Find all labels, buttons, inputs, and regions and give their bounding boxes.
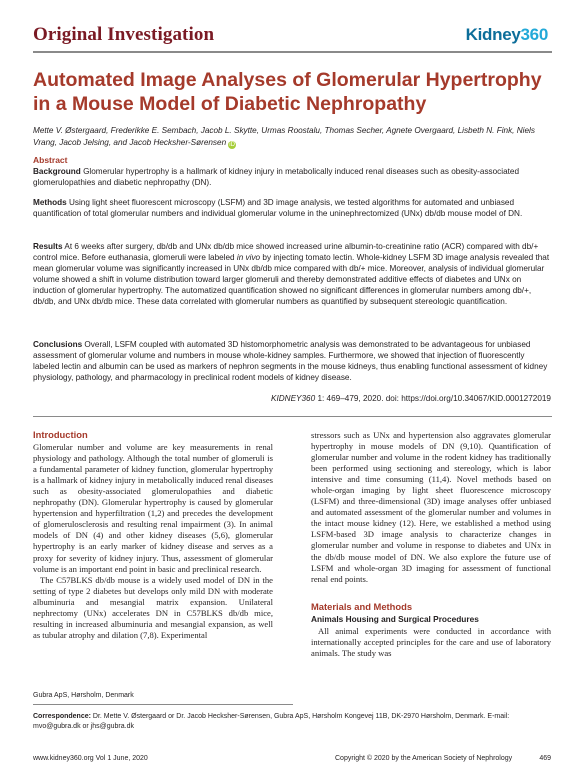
brand-name: Kidney <box>465 25 521 44</box>
citation-details[interactable]: 1: 469–479, 2020. doi: https://doi.org/10.34067/KID.0001272019 <box>317 394 551 403</box>
section-label: Original Investigation <box>33 24 215 45</box>
correspondence-label: Correspondence: <box>33 713 91 720</box>
footer-copyright: Copyright © 2020 by the American Society of Nephrology <box>335 755 513 762</box>
affiliation-divider <box>33 704 293 705</box>
abstract-heading: Abstract <box>33 155 68 165</box>
header-divider <box>33 51 552 53</box>
methods-text: Using light sheet fluorescent microscopy (LSFM) and 3D image analysis, we tested algorithms for automated and unbiased quantification of total glomerular numbers and individual glomerular volume in the uninephrectomized (UNx) db/db mouse model of DN. <box>33 198 523 218</box>
introduction-heading: Introduction <box>33 429 88 440</box>
intro-paragraph-1: Glomerular number and volume are key measurements in renal physiology and pathology. Although the total number of glomeruli is a fundamental parameter of kidney function, glomerular hypertrophy is a hallmark of kidney injury in metabolically induced renal diseases such as obesity-associated glomerulopathies and diabetic nephropathy (DN). Glomerular hypertrophy is caused by glomerular hypertension and hyperfiltration (1,2) and precedes the development of glomerulosclerosis and resulting renal impairment (3). In animal models of DN (4) and other kidney diseases (5,6), glomerular hypertrophy is an early marker of kidney disease and serves as a proxy for severity of kidney injury. Thus, assessment of glomerular volume is an important end point in basic and preclinical research. <box>33 442 273 574</box>
correspondence <box>33 712 553 731</box>
citation-journal: KIDNEY360 <box>271 394 316 403</box>
citation-line <box>271 394 551 403</box>
authors-text: Mette V. Østergaard, Frederikke E. Sembach, Jacob L. Skytte, Urmas Roostalu, Thomas Secher, Agnete Overgaard, Lisbeth N. Fink, Niels Vrang, Jacob Jelsing, and Jacob Hecksher-Sørensen <box>33 126 535 147</box>
page-number: 469 <box>539 755 551 762</box>
abstract-background <box>33 155 552 188</box>
methods-paragraph-1: All animal experiments were conducted in accordance with internationally accepted principles for the care and use of laboratory animals. The study was <box>311 626 551 659</box>
methods-column <box>311 601 551 659</box>
intro-paragraph-3: stressors such as UNx and hypertension also aggravates glomerular hypertrophy in mouse models of DN (9,10). Quantification of glomerular number and volume in the rodent kidney has traditionally been performed using sectioning and stereology, which is labor intensive and time consuming (11,4). Novel methods based on whole-organ imaging by light sheet fluorescence microscopy (LSFM) and three-dimensional (3D) image analyses offer unbiased and automated assessment of the glomerular number and volumes in the intact mouse kidney (12). Here, we established a method using LSFM-based 3D image analysis to characterize changes in glomerular number and volume in response to diabetes and UNx in the db/db mouse model of DN. We also explore the future use of LSFM and whole-organ 3D imaging for assessment of functional renal end points. <box>311 430 551 584</box>
background-text: Glomerular hypertrophy is a hallmark of kidney injury in metabolically induced renal diseases such as obesity-associated glomerulopathies and diabetic nephropathy (DN). <box>33 167 520 187</box>
brand-number: 360 <box>520 25 548 44</box>
orcid-icon[interactable]: iD <box>229 141 235 148</box>
intro-paragraph-2: The C57BLKS db/db mouse is a widely used model of DN in the setting of type 2 diabetes but develops only mild DN with moderate albuminuria and mesangial matrix expansion. Unilateral nephrectomy (UNx) accelerates DN in C57BLKS db/db mice, resulting in increased albuminuria and mesangial expansion, as well as tubular atrophy and dilation (7,8). Experimental <box>33 574 273 640</box>
background-label: Background <box>33 167 81 176</box>
results-italic: in vivo <box>236 253 261 262</box>
right-column <box>311 430 551 585</box>
methods-subheading: Animals Housing and Surgical Procedures <box>311 614 479 625</box>
abstract-results <box>33 241 552 307</box>
left-column <box>33 429 273 641</box>
abstract-methods <box>33 197 552 219</box>
correspondence-text[interactable]: Dr. Mette V. Østergaard or Dr. Jacob Hecksher-Sørensen, Gubra ApS, Hørsholm Kongevej 11B, DK-2970 Hørsholm, Denmark. E-mail: mvo@gubra.dk or jhs@gubra.dk <box>33 713 510 730</box>
results-label: Results <box>33 242 63 251</box>
conclusions-text: Overall, LSFM coupled with automated 3D histomorphometric analysis was demonstrated to be advantageous for unbiased assessment of glomerular volume and numbers in mouse whole-kidney samples. Furthermore, we showed that injection of fluorescently labeled lectin and albumin can be used as markers of nephron segments in the mouse kidneys, thus enabling functional assessment of kidney physiology, pathology, and pharmacology in preclinical rodent models of kidney disease. <box>33 340 548 382</box>
results-text-2: by injecting tomato lectin. Whole-kidney LSFM 3D image analysis revealed that mean glomerular volume was significantly increased in UNx db/db mice compared with db/+ mice. Moreover, analysis of individual glomerular volume showed a shift in volume distribution toward larger glomeruli and thereby demonstrated additive effects of diabetes and UNx on induction of glomerular hypertrophy. The automatized quantification showed no significant differences in glomerular numbers among db/+, db/db, and UNx db/db mice. These data correlated with glomerular numbers as quantified by subsequent stereologic quantification. <box>33 253 550 306</box>
results-text-1: At 6 weeks after surgery, db/db and UNx db/db mice showed increased urine albumin-to-creatinine ratio (ACR) compared with db/+ control mice. Before euthanasia, glomeruli were labeled <box>33 242 539 262</box>
conclusions-label: Conclusions <box>33 340 83 349</box>
abstract-divider <box>33 416 552 417</box>
affiliation: Gubra ApS, Hørsholm, Denmark <box>33 692 134 699</box>
journal-logo <box>466 25 548 45</box>
abstract-conclusions <box>33 339 552 383</box>
footer-journal-url[interactable]: www.kidney360.org Vol 1 June, 2020 <box>33 755 148 762</box>
methods-label: Methods <box>33 198 67 207</box>
methods-heading: Materials and Methods <box>311 601 413 612</box>
author-list <box>33 125 553 149</box>
article-title: Automated Image Analyses of Glomerular Hypertrophy in a Mouse Model of Diabetic Nephropathy <box>33 69 542 115</box>
